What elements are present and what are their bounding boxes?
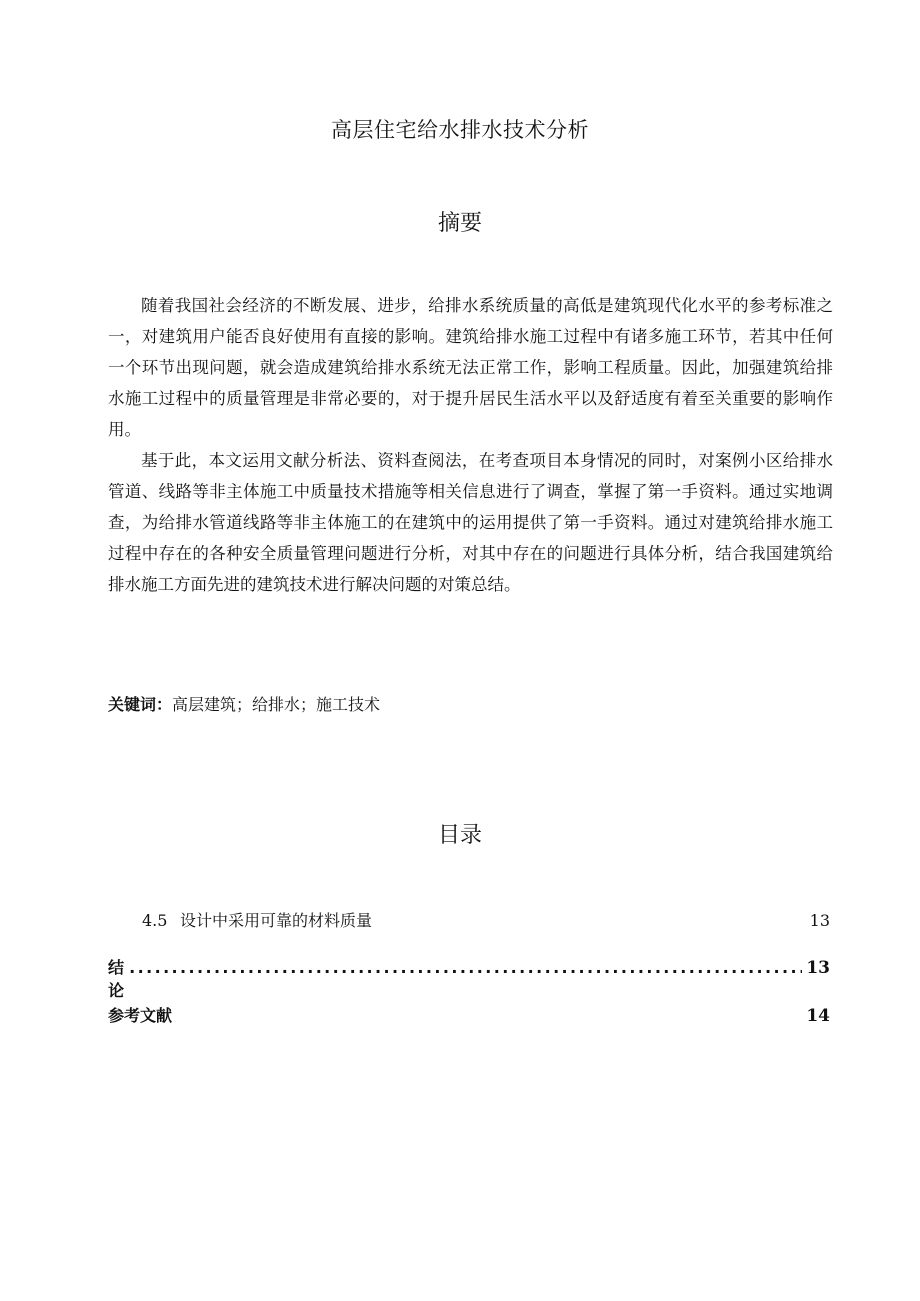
toc-entry-page: 13 [806,958,830,978]
keywords-label: 关键词： [108,695,173,714]
toc-entry-label: 结论 [108,958,125,1000]
toc-entry-number: 4.5 [142,911,168,930]
abstract-heading: 摘要 [437,211,482,236]
abstract-body [108,290,833,600]
toc-entry-references[interactable] [108,1003,830,1026]
toc-entry-page: 14 [806,1006,830,1026]
abstract-paragraph: 随着我国社会经济的不断发展、进步，给排水系统质量的高低是建筑现代化水平的参考标准之一，对建筑用户能否良好使用有直接的影响。建筑给排水施工过程中有诸多施工环节，若其中任何一个环节出现问题，就会造成建筑给排水系统无法正常工作，影响工程质量。因此，加强建筑给排水施工过程中的质量管理是非常必要的，对于提升居民生活水平以及舒适度有着至关重要的影响作用。 [108,296,833,439]
abstract-paragraph: 基于此，本文运用文献分析法、资料查阅法，在考查项目本身情况的同时，对案例小区给排水管道、线路等非主体施工中质量技术措施等相关信息进行了调查，掌握了第一手资料。通过实地调查，为给排水管道线路等非主体施工的在建筑中的运用提供了第一手资料。通过对建筑给排水施工过程中存在的各种安全质量管理问题进行分析，对其中存在的问题进行具体分析，结合我国建筑给排水施工方面先进的建筑技术进行解决问题的对策总结。 [108,451,833,594]
keywords-line [108,692,380,715]
toc-heading: 目录 [437,823,482,848]
document-title: 高层住宅给水排水技术分析 [331,118,589,142]
toc-entry-label: 设计中采用可靠的材料质量 [180,911,373,930]
toc-entry-label: 参考文献 [108,1006,173,1025]
toc-leader-dots [129,958,802,977]
keywords-text: 高层建筑；给排水；施工技术 [172,695,381,714]
toc-entry-page: 13 [809,911,830,930]
toc-entry-4-5[interactable] [108,908,830,931]
toc-entry-conclusion[interactable] [108,955,830,1001]
